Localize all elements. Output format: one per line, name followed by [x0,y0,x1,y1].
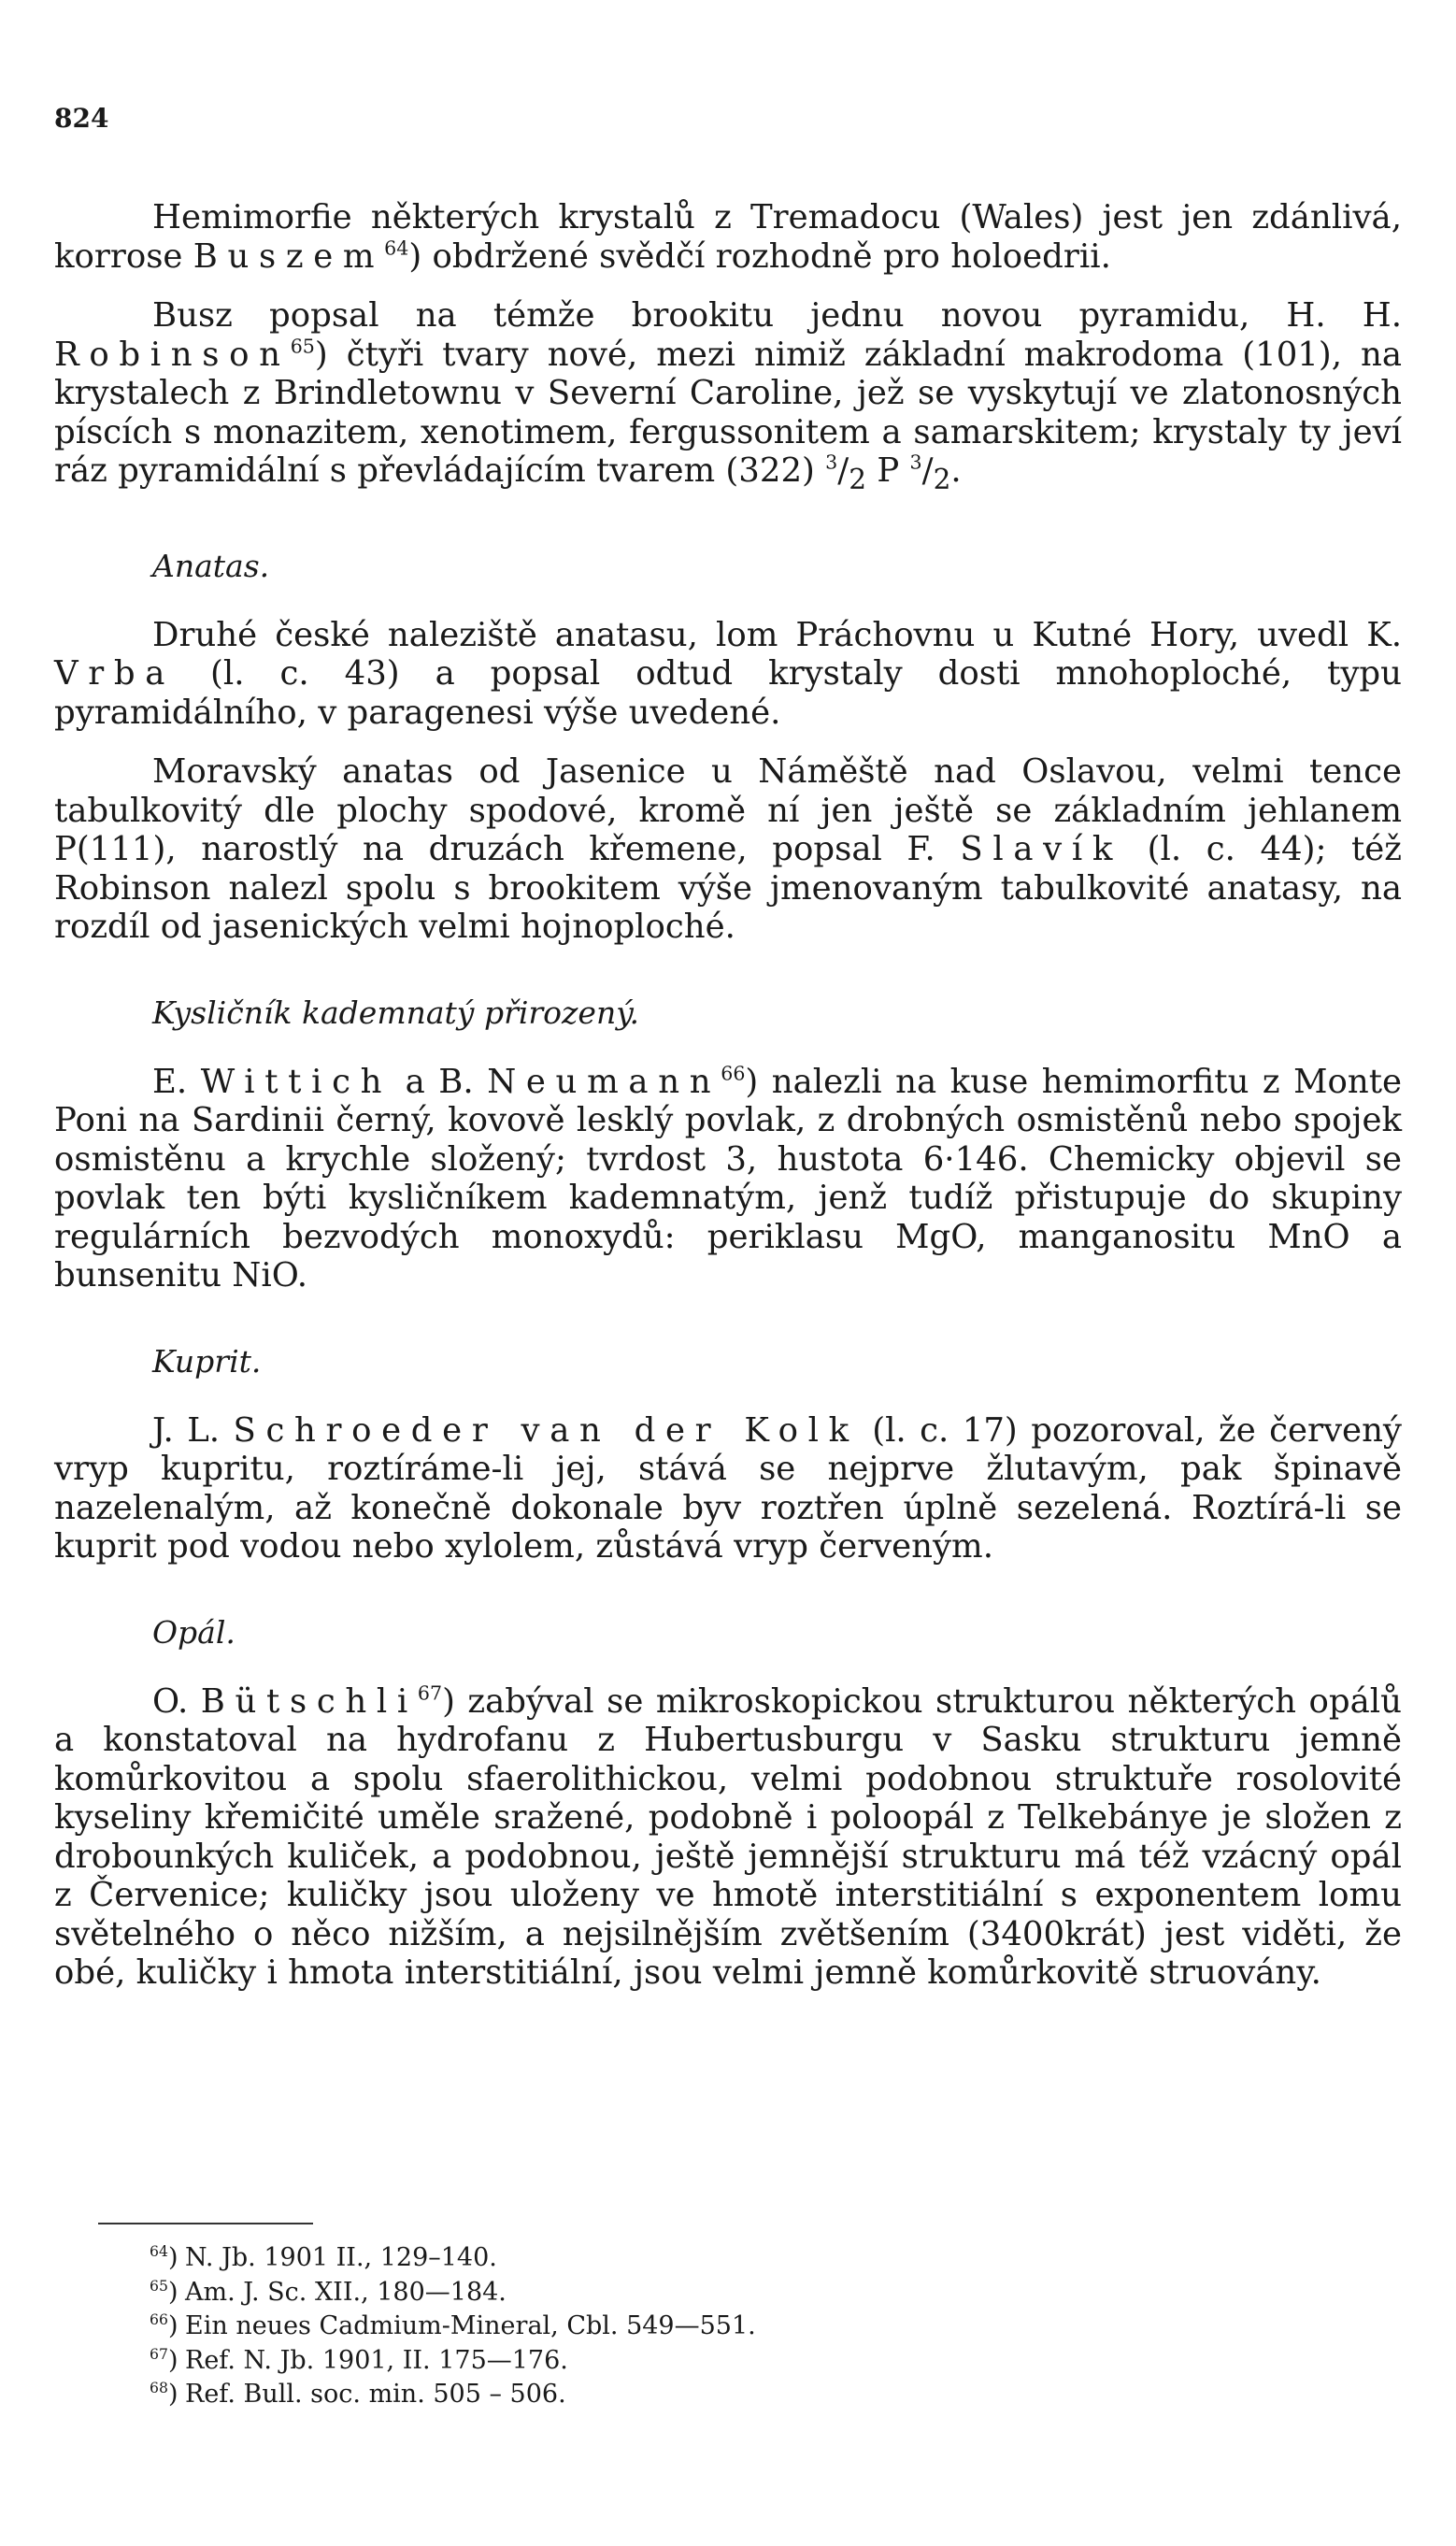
paragraph-anatas-cz [54,616,1402,733]
text: Druhé české naleziště anatasu, lom Práchovnu u Kutné Hory, uvedl K. [152,615,1402,654]
footnote-text: Ein neues Cadmium-Mineral, Cbl. 549—551. [185,2311,756,2340]
fraction-numerator: 3 [825,451,838,474]
footnote-ref: 64 [384,236,409,260]
text: ) zabýval se mikroskopickou strukturou některých opálů a konstatoval na hydrofanu z Hubertusburgu v Sasku strukturu jemně komůrkovitou a spolu sfaerolithickou, velmi podobnou struktuře rosolovité kyseliny křemičité uměle sražené, podobně i poloopál z Telkebánye je složen z drobounkých kuliček, a podobnou, ještě jemnější strukturu má též vzácný opál z Červenice; kuličky jsou uloženy ve hmotě interstitiální s exponentem lomu světelného o něco nižším, a nejsilnějším zvětšením (3400krát) jest viděti, že obé, kuličky i hmota interstitiální, jsou velmi jemně komůrkovitě struovány. [54,1681,1403,1993]
footnote-text: N. Jb. 1901 II., 129–140. [185,2243,497,2272]
footnote-mark: $^{64}$) [150,2241,178,2272]
footnote-number: 65 [150,2276,168,2295]
text: Moravský anatas od Jasenice u Náměště nad Oslavou, velmi tence tabulkovitý dle plochy spodové, kromě ní jen ještě se základním jehlanem P(111), narostlý na druzách křemene, popsal F. [54,752,1402,869]
author-name: Neumann [487,1062,721,1101]
text: Busz popsal na témže brookitu jednu novou pyramidu, H. H. [152,296,1402,335]
fraction-numerator: 3 [909,451,922,474]
text: J. L. [152,1410,234,1450]
footnote [150,2241,1364,2276]
footnote-text: Am. J. Sc. XII., 180—184. [185,2277,507,2307]
text: Hemimorfie některých krystalů z Tremadocu (Wales) jest jen zdánlivá, korrose [54,198,1402,276]
text: ) čtyři tvary nové, mezi nimiž základní makrodoma (101), na krystalech z Brindletownu v Severní Caroline, jež se vyskytují ve zlatonosných píscích s monazitem, xenotimem, fergussonitem a samarskitem; krystaly ty jeví ráz pyramidální s převládajícím tvarem (322) [54,335,1402,490]
heading-opal: Opál. [152,1613,236,1651]
footnote [150,2310,1364,2344]
paragraph-anatas-morava [54,752,1402,947]
paragraph-opal [54,1682,1402,1993]
footnote-text: Ref. N. Jb. 1901, II. 175—176. [185,2345,568,2375]
footnote-number: 64 [150,2241,168,2260]
text: P [866,451,910,490]
heading-anatas: Anatas. [152,547,270,584]
paragraph-kuprit [54,1411,1402,1566]
footnote-mark: $^{68}$) [150,2378,178,2409]
fraction-denominator: 2 [933,464,951,496]
footnote-number: 68 [150,2378,168,2396]
footnote-divider [98,2223,313,2224]
text: ) obdržené svědčí rozhodně pro holoedrii. [408,236,1111,276]
author-name: Robinson [54,335,291,374]
footnote-text: Ref. Bull. soc. min. 505 – 506. [185,2380,566,2409]
page-number: 824 [54,103,109,134]
author-name: Wittich [200,1062,393,1101]
paragraph-hemimorfie [54,198,1402,276]
text: (l. c. 43) a popsal odtud krystaly dosti mnohoploché, typu pyramidálního, v paragenesi výše uvedené. [54,654,1402,732]
footnote-mark: $^{65}$) [150,2276,178,2307]
paragraph-kyslicnik [54,1063,1402,1295]
author-name: Schroeder van der Kolk [233,1410,859,1450]
fraction: $^3/_2$ [825,451,867,496]
author-name: Bütschli [200,1681,418,1721]
heading-kyslicnik: Kysličník kademnatý přirozený. [152,994,639,1031]
body-text [54,198,1402,1993]
text: E. [152,1062,201,1101]
fraction: $^3/_2$ [909,451,951,496]
author-name: Slavík [960,830,1123,869]
footnote-mark: $^{67}$) [150,2344,178,2375]
heading-kuprit: Kuprit. [152,1342,262,1380]
footnotes [150,2241,1364,2412]
footnote [150,2344,1364,2379]
text: ) nalezli na kuse hemimorfitu z Monte Poni na Sardinii černý, kovově lesklý povlak, z drobných osmistěnů nebo spojek osmistěnu a krychle složený; tvrdost 3, hustota 6·146. Chemicky objevil se povlak ten býti kysličníkem kademnatým, jenž tudíž přistupuje do skupiny regulárních bezvodých monoxydů: periklasu MgO, manganositu MnO a bunsenitu NiO. [54,1062,1403,1295]
fraction-denominator: 2 [849,464,867,496]
footnote-ref: 65 [290,335,315,358]
footnote-number: 67 [150,2344,168,2363]
author-name: Vrba [54,654,176,694]
text: O. [152,1681,201,1721]
text: a B. [392,1062,488,1101]
footnote [150,2276,1364,2310]
paragraph-brookit [54,296,1402,500]
footnote [150,2378,1364,2412]
text: (l. c. 44); též Robinson nalezl spolu s brookitem výše jmenovaným tabulkovité anatasy, na rozdíl od jasenických velmi hojnoploché. [54,830,1402,947]
footnote-mark: $^{66}$) [150,2310,178,2340]
footnote-ref: 66 [721,1062,746,1085]
footnote-ref: 67 [417,1681,443,1705]
text: . [950,451,962,490]
author-name: Buszem [193,236,385,276]
footnote-number: 66 [150,2310,168,2328]
text: (l. c. 17) pozoroval, že červený vryp kupritu, roztíráme-li jej, stává se nejprve žlutavým, pak špinavě nazelenalým, až konečně dokonale byv roztřen úplně sezelená. Roztírá-li se kuprit pod vodou nebo xylolem, zůstává vryp červeným. [54,1410,1402,1566]
